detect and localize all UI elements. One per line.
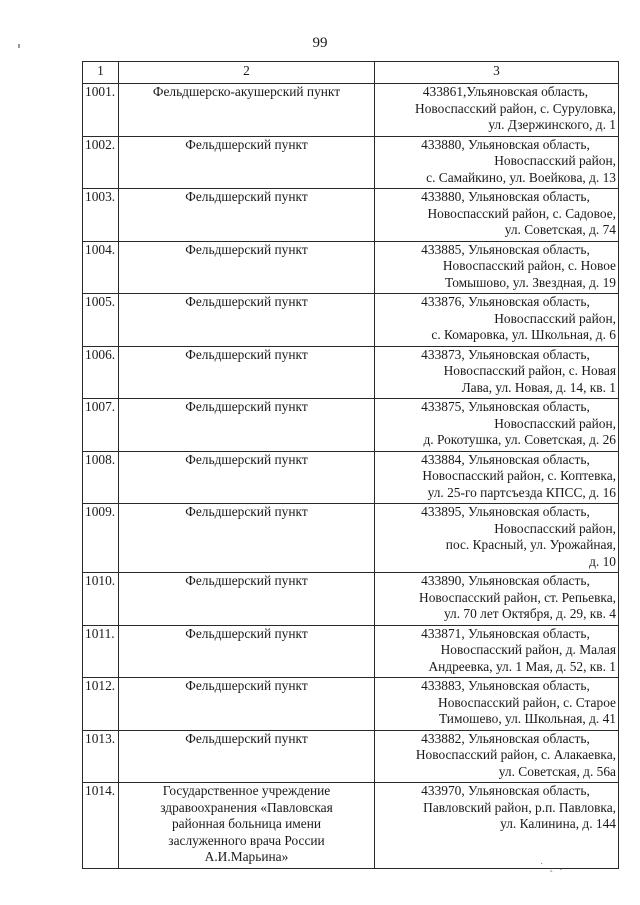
address-line: с. Комаровка, ул. Школьная, д. 6 [431, 327, 616, 342]
institution-name-cell [119, 504, 375, 573]
address-cell [375, 399, 619, 452]
column-header-address: 3 [375, 62, 619, 84]
institution-name-line: Фельдшерский пункт [185, 504, 308, 519]
table-row [83, 241, 619, 294]
address-line: 433885, Ульяновская область, [421, 241, 590, 257]
address-cell [375, 783, 619, 869]
institution-name-cell [119, 294, 375, 347]
institution-name-line: Фельдшерский пункт [185, 730, 308, 746]
address-line: 433861,Ульяновская область, [422, 84, 589, 99]
row-number: 1012. [83, 678, 119, 731]
column-header-name: 2 [119, 62, 375, 84]
table-header-row [83, 62, 619, 84]
address-cell [375, 730, 619, 783]
address-line: Павловский район, р.п. Павловка, [423, 799, 616, 815]
address-line: 433882, Ульяновская область, [421, 730, 590, 746]
address-line: с. Самайкино, ул. Воейкова, д. 13 [426, 169, 616, 185]
address-line: Андреевка, ул. 1 Мая, д. 52, кв. 1 [428, 658, 616, 674]
address-line: Новоспасский район, [494, 310, 616, 326]
address-cell [375, 625, 619, 678]
institution-name-cell [119, 399, 375, 452]
address-line: пос. Красный, ул. Урожайная, [445, 537, 616, 552]
address-line: д. 10 [589, 553, 616, 569]
address-line: Новоспасский район, ст. Репьевка, [419, 589, 616, 605]
institution-name-line: здравоохранения «Павловская [160, 799, 333, 815]
table-row [83, 189, 619, 242]
address-cell [375, 451, 619, 504]
row-number: 1004. [83, 241, 119, 294]
institution-name-line: Государственное учреждение [162, 783, 331, 798]
institution-name-line: Фельдшерский пункт [185, 399, 308, 414]
address-line: ул. Калинина, д. 144 [500, 816, 616, 831]
institution-name-line: Фельдшерский пункт [185, 346, 308, 362]
institution-name-cell [119, 189, 375, 242]
institution-name-cell [119, 730, 375, 783]
institution-name-line: Фельдшерский пункт [185, 136, 308, 152]
address-cell [375, 678, 619, 731]
institution-name-cell [119, 84, 375, 137]
address-line: 433880, Ульяновская область, [421, 136, 590, 152]
page-number: 99 [312, 35, 328, 51]
column-header-number: 1 [83, 62, 119, 84]
table-row [83, 678, 619, 731]
institution-name-line: Фельдшерский пункт [185, 241, 308, 257]
institution-name-line: Фельдшерский пункт [185, 451, 308, 467]
table-row [83, 783, 619, 869]
address-cell [375, 346, 619, 399]
address-cell [375, 84, 619, 137]
address-line: 433884, Ульяновская область, [421, 451, 590, 467]
row-number: 1008. [83, 451, 119, 504]
address-line: 433883, Ульяновская область, [421, 678, 590, 693]
institution-name-line: Фельдшерский пункт [185, 678, 308, 693]
row-number: 1010. [83, 573, 119, 626]
row-number: 1005. [83, 294, 119, 347]
institution-name-cell [119, 678, 375, 731]
row-number: 1001. [83, 84, 119, 137]
table-row [83, 399, 619, 452]
address-cell [375, 573, 619, 626]
address-line: Новоспасский район, с. Старое [438, 694, 616, 710]
address-line: Новоспасский район, [494, 153, 616, 168]
row-number: 1014. [83, 783, 119, 869]
table-row [83, 573, 619, 626]
institution-name-line: Фельдшерско-акушерский пункт [152, 84, 341, 99]
address-line: 433871, Ульяновская область, [421, 625, 590, 641]
row-number: 1013. [83, 730, 119, 783]
address-cell [375, 504, 619, 573]
address-line: д. Рокотушка, ул. Советская, д. 26 [423, 432, 616, 447]
table-row [83, 84, 619, 137]
institution-name-line: заслуженного врача России [168, 832, 325, 848]
address-line: Новоспасский район, с. Алакаевка, [415, 747, 616, 762]
institution-name-line: Фельдшерский пункт [185, 294, 308, 309]
address-line: Новоспасский район, с. Новое [442, 258, 616, 273]
row-number: 1002. [83, 136, 119, 189]
address-line: ул. Советская, д. 74 [504, 222, 616, 237]
institution-name-cell [119, 451, 375, 504]
table-row [83, 346, 619, 399]
address-cell [375, 136, 619, 189]
address-line: Новоспасский район, [494, 520, 616, 536]
row-number: 1011. [83, 625, 119, 678]
address-line: 433895, Ульяновская область, [421, 504, 590, 519]
registry-table [82, 61, 619, 869]
address-line: Новоспасский район, с. Новая [443, 363, 616, 378]
address-cell [375, 294, 619, 347]
address-line: Тимошево, ул. Школьная, д. 41 [438, 711, 616, 726]
address-line: ул. 25-го партсъезда КПСС, д. 16 [427, 484, 616, 500]
address-line: Лава, ул. Новая, д. 14, кв. 1 [461, 379, 616, 395]
row-number: 1009. [83, 504, 119, 573]
table-row [83, 294, 619, 347]
address-line: 433970, Ульяновская область, [421, 783, 590, 798]
address-line: Новоспасский район, с. Суруловка, [415, 100, 616, 116]
scan-artifact: ˙ ˛ . [540, 862, 565, 873]
table-row [83, 504, 619, 573]
institution-name-cell [119, 241, 375, 294]
address-line: Новоспасский район, с. Коптевка, [422, 468, 616, 483]
address-line: 433890, Ульяновская область, [421, 573, 590, 588]
institution-name-line: Фельдшерский пункт [185, 189, 308, 204]
address-line: ул. 70 лет Октября, д. 29, кв. 4 [443, 606, 616, 621]
row-number: 1006. [83, 346, 119, 399]
institution-name-cell [119, 346, 375, 399]
address-line: Новоспасский район, д. Малая [440, 642, 616, 657]
institution-name-line: А.И.Марьина» [204, 849, 289, 864]
address-line: Новоспасский район, [494, 415, 616, 431]
table-row [83, 451, 619, 504]
table-row [83, 136, 619, 189]
institution-name-cell [119, 625, 375, 678]
institution-name-line: Фельдшерский пункт [185, 625, 308, 641]
address-line: 433876, Ульяновская область, [421, 294, 590, 309]
scan-mark [18, 44, 20, 48]
institution-name-line: районная больница имени [171, 816, 322, 831]
institution-name-cell [119, 136, 375, 189]
address-line: 433873, Ульяновская область, [421, 346, 590, 362]
institution-name-line: Фельдшерский пункт [185, 573, 308, 588]
address-line: 433875, Ульяновская область, [421, 399, 590, 414]
address-line: 433880, Ульяновская область, [421, 189, 590, 204]
address-cell [375, 189, 619, 242]
institution-name-cell [119, 783, 375, 869]
address-line: ул. Советская, д. 56а [498, 763, 616, 779]
table-row [83, 625, 619, 678]
address-line: ул. Дзержинского, д. 1 [488, 117, 616, 132]
address-line: Новоспасский район, с. Садовое, [427, 205, 616, 221]
address-cell [375, 241, 619, 294]
row-number: 1007. [83, 399, 119, 452]
address-line: Томышово, ул. Звездная, д. 19 [445, 274, 616, 290]
institution-name-cell [119, 573, 375, 626]
table-row [83, 730, 619, 783]
row-number: 1003. [83, 189, 119, 242]
